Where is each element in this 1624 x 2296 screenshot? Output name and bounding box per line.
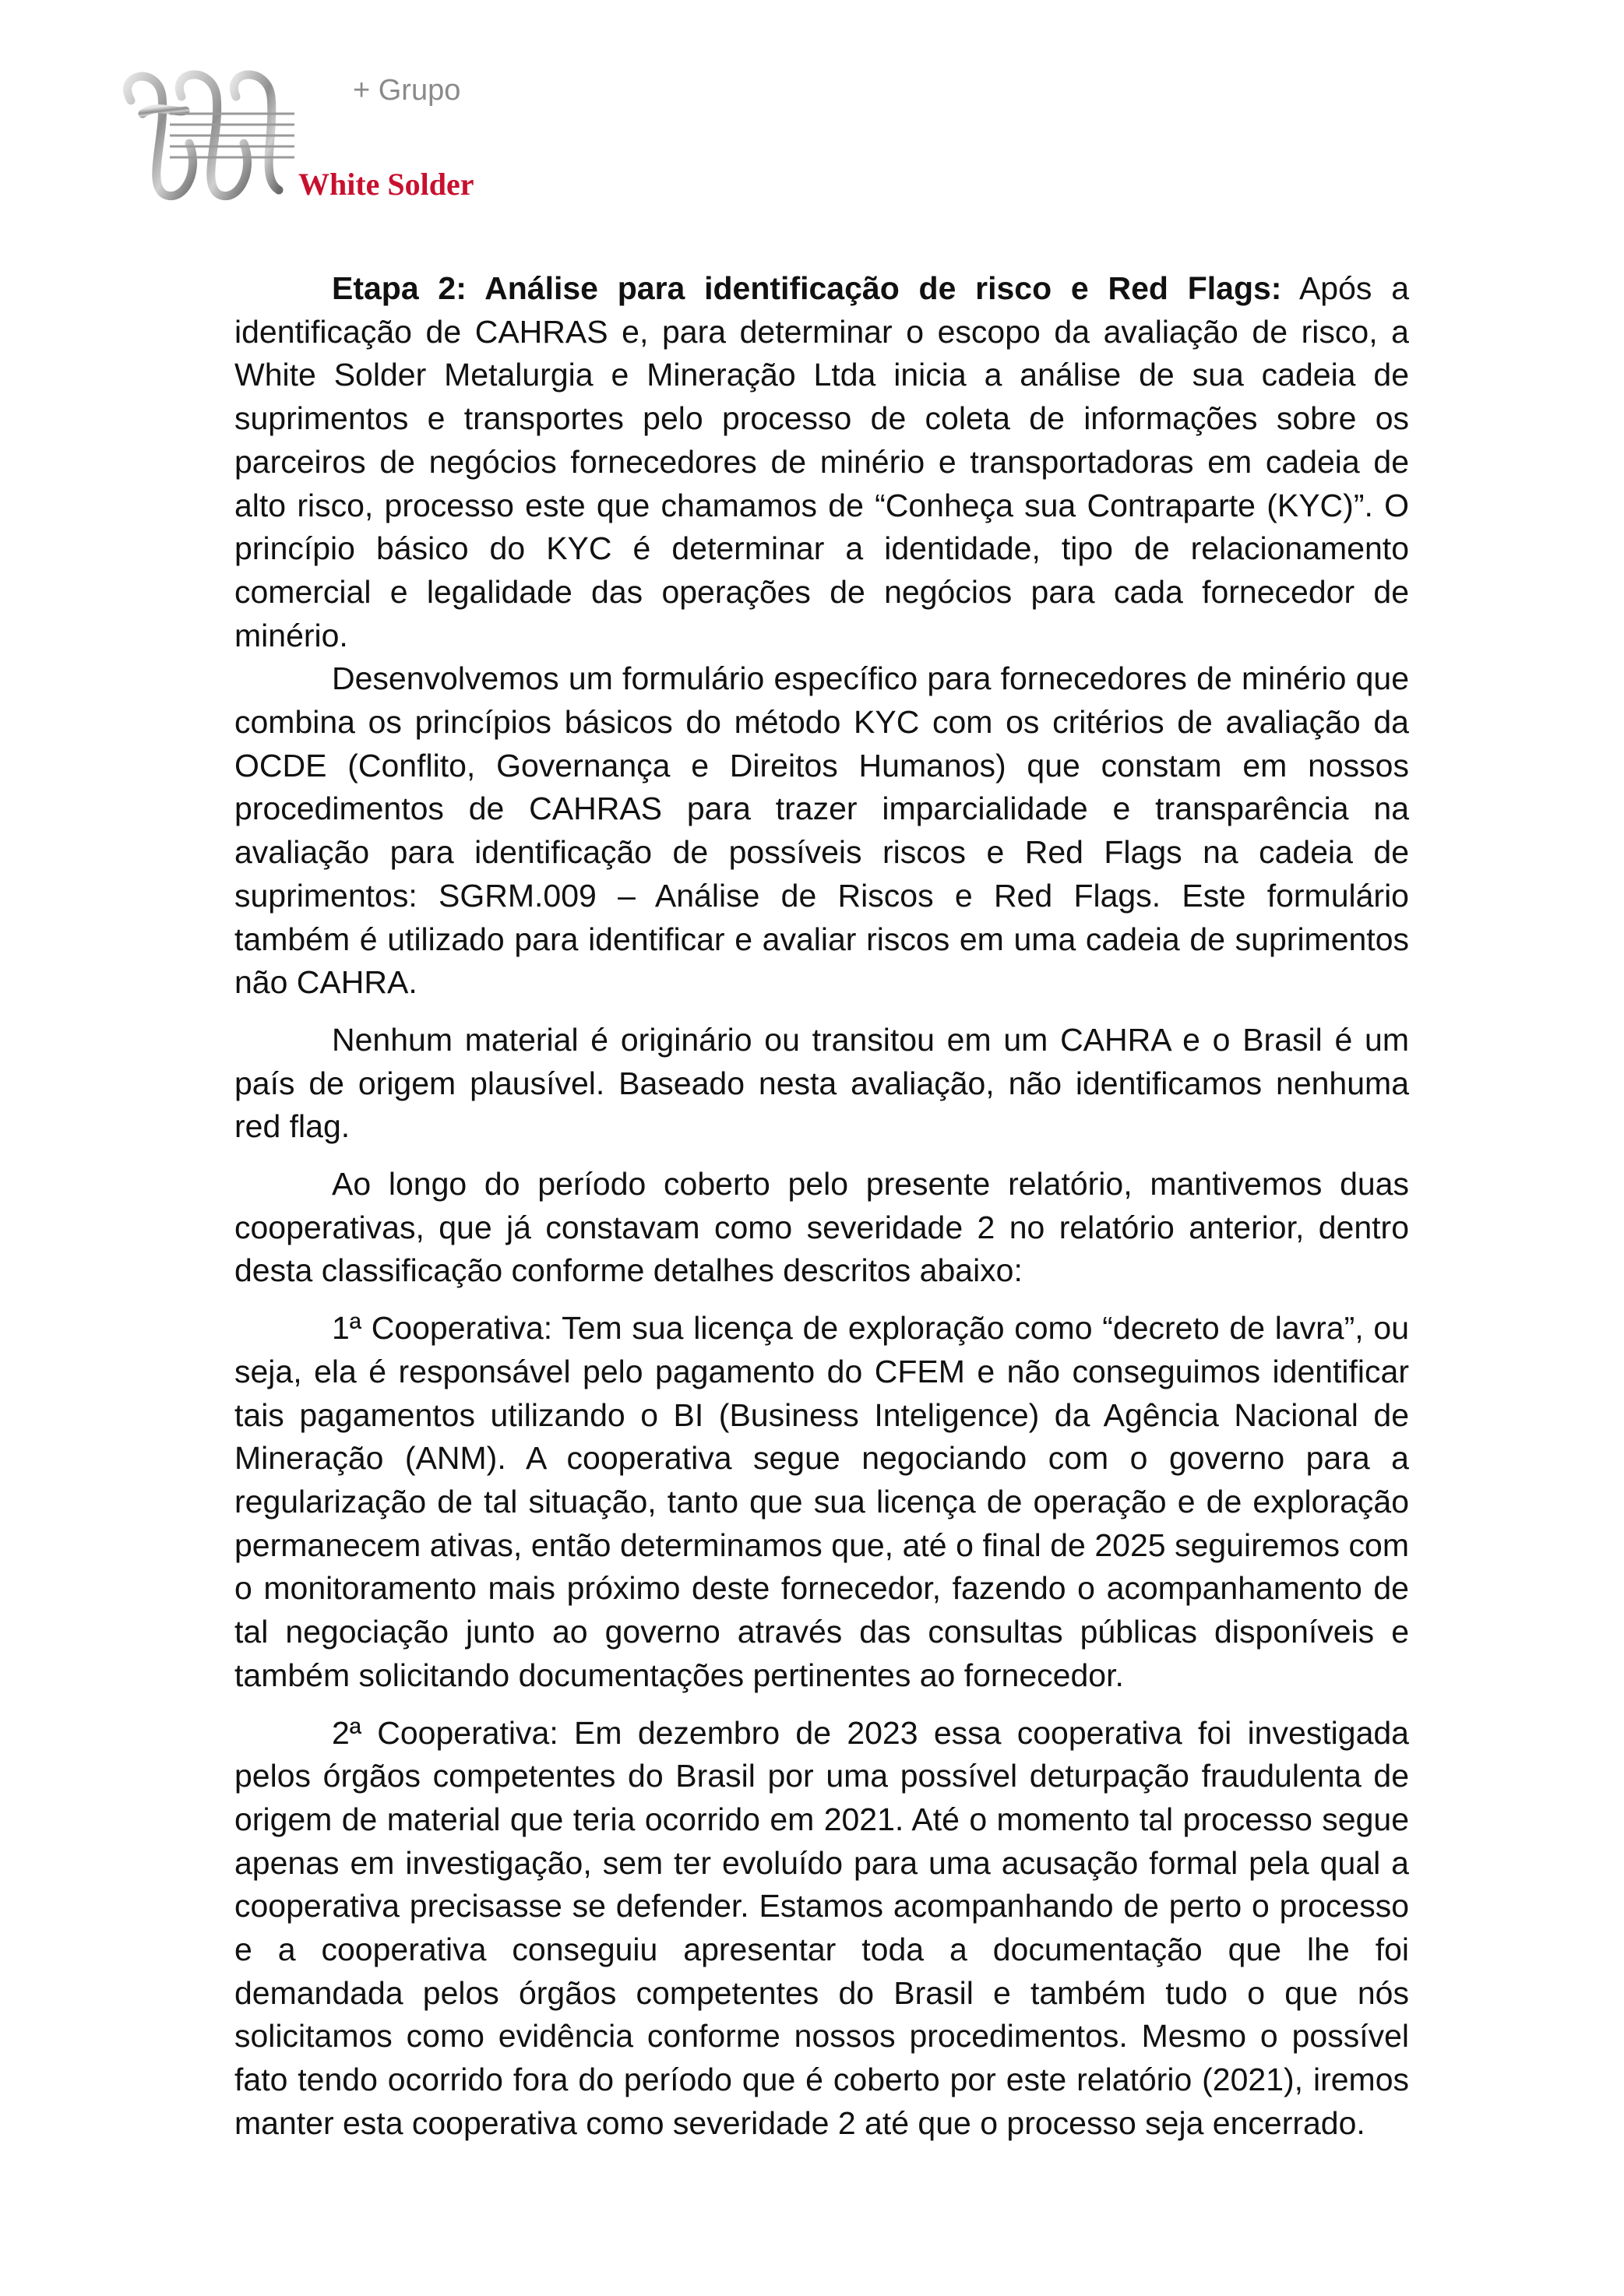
document-body bbox=[234, 267, 1409, 2146]
section-heading: Etapa 2: Análise para identificação de risco e Red Flags: bbox=[332, 270, 1282, 306]
logo-brand-text: White Solder bbox=[298, 167, 474, 202]
paragraph-cahra-origin: Nenhum material é originário ou transitou em um CAHRA e o Brasil é um país de origem plausível. Baseado nesta avaliação, não identificamos nenhuma red flag. bbox=[234, 1021, 1409, 1145]
paragraph-cooperativas: Ao longo do período coberto pelo presente relatório, mantivemos duas cooperativas, que já constavam como severidade 2 no relatório anterior, dentro desta classificação conforme detalhes descritos abaixo: bbox=[234, 1166, 1409, 1289]
paragraph-formulario: Desenvolvemos um formulário específico para fornecedores de minério que combina os princípios básicos do método KYC com os critérios de avaliação da OCDE (Conflito, Governança e Direitos Humanos) que constam em nossos procedimentos de CAHRAS para trazer imparcialidade e transparência na avaliação para identificação de possíveis riscos e Red Flags na cadeia de suprimentos: SGRM.009 – Análise de Riscos e Red Flags. Este formulário também é utilizado para identificar e avaliar riscos em uma cadeia de suprimentos não CAHRA. bbox=[234, 660, 1409, 1001]
paragraph-etapa-2 bbox=[234, 267, 1409, 657]
paragraph-text: Após a identificação de CAHRAS e, para determinar o escopo da avaliação de risco, a White Solder Metalurgia e Mineração Ltda inicia a análise de sua cadeia de suprimentos e transportes pelo processo de coleta de informações sobre os parceiros de negócios fornecedores de minério e transportadoras em cadeia de alto risco, processo este que chamamos de “Conheça sua Contraparte (KYC)”. O princípio básico do KYC é determinar a identidade, tipo de relacionamento comercial e legalidade das operações de negócios para cada fornecedor de minério. bbox=[234, 270, 1409, 653]
paragraph-cooperativa-1: 1ª Cooperativa: Tem sua licença de exploração como “decreto de lavra”, ou seja, ela é responsável pelo pagamento do CFEM e não conseguimos identificar tais pagamentos utilizando o BI (Business Inteligence) da Agência Nacional de Mineração (ANM). A cooperativa segue negociando com o governo para a regularização de tal situação, tanto que sua licença de operação e de exploração permanecem ativas, então determinamos que, até o final de 2025 seguiremos com o monitoramento mais próximo deste fornecedor, fazendo o acompanhamento de tal negociação junto ao governo através das consultas públicas disponíveis e também solicitando documentações pertinentes ao fornecedor. bbox=[234, 1310, 1409, 1693]
logo-grupo-text: + Grupo bbox=[353, 74, 461, 107]
paragraph-cooperativa-2: 2ª Cooperativa: Em dezembro de 2023 essa cooperativa foi investigada pelos órgãos competentes do Brasil por uma possível deturpação fraudulenta de origem de material que teria ocorrido em 2021. Até o momento tal processo segue apenas em investigação, sem ter evoluído para uma acusação formal pela qual a cooperativa precisasse se defender. Estamos acompanhando de perto o processo e a cooperativa conseguiu apresentar toda a documentação que lhe foi demandada pelos órgãos competentes do Brasil e também tudo o que nós solicitamos como evidência conforme nossos procedimentos. Mesmo o possível fato tendo ocorrido fora do período que é coberto por este relatório (2021), iremos manter esta cooperativa como severidade 2 até que o processo seja encerrado. bbox=[234, 1714, 1409, 2141]
white-solder-logo bbox=[115, 65, 505, 206]
